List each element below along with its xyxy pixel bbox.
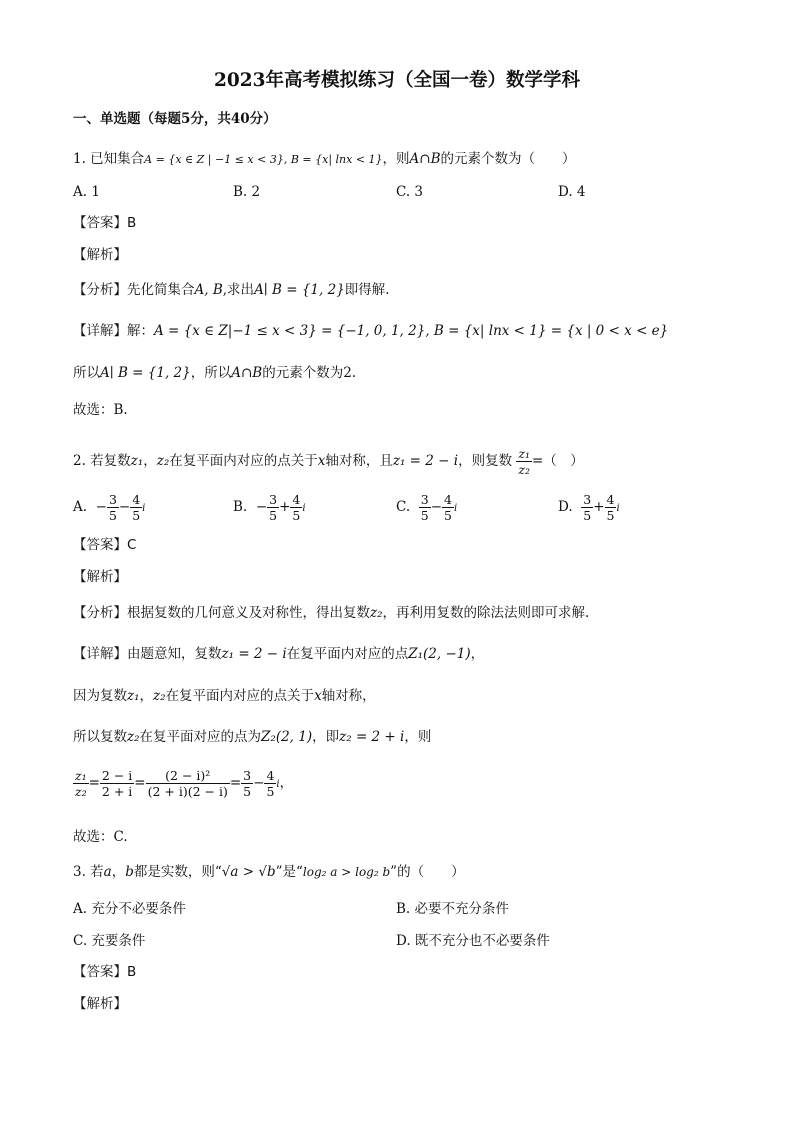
page-title: 2023年高考模拟练习（全国一卷）数学学科 <box>214 70 580 91</box>
q3-option-a: A. 充分不必要条件 <box>73 901 186 917</box>
q1-choose: 故选：B. <box>73 402 128 418</box>
q1-detail: 【详解】解：A = {x ∈ Z|−1 ≤ x < 3} = {−1, 0, 1, 2}, B = {x| lnx < 1} = {x | 0 < x < e} <box>73 323 669 339</box>
q2-analysis: 【分析】根据复数的几何意义及对称性，得出复数z₂，再利用复数的除法法则即可求解. <box>73 605 590 621</box>
q3-jiexi-tag: 【解析】 <box>73 996 127 1012</box>
q2-option-a: A. − $\frac{3}{5}$ − $\frac{4}{5}$ i <box>73 492 146 523</box>
q2-detail-line2: 因为复数z₁，z₂在复平面内对应的点关于x轴对称， <box>73 688 376 704</box>
q3-option-b: B. 必要不充分条件 <box>396 901 510 917</box>
q2-option-c: C. $\frac{3}{5}$ − $\frac{4}{5}$ i <box>396 492 458 523</box>
q2-detail: 【详解】由题意知，复数z₁ = 2 − i在复平面内对应的点Z₁(2, −1)， <box>73 646 485 662</box>
q1-detail-line2: 所以A∣ B = {1, 2}，所以A∩B的元素个数为2. <box>73 365 357 381</box>
q2-option-d: D. $\frac{3}{5}$ + $\frac{4}{5}$ i <box>558 492 620 523</box>
q2-answer: 【答案】C <box>73 537 137 553</box>
q1-analysis: 【分析】先化简集合A, B,求出A∣ B = {1, 2}即得解. <box>73 282 390 298</box>
q3-answer: 【答案】B <box>73 964 137 980</box>
q2-option-b: B. − $\frac{3}{5}$ + $\frac{4}{5}$ i <box>233 492 306 523</box>
q2-detail-line3: 所以复数z₂在复平面对应的点为Z₂(2, 1)，即z₂ = 2 + i，则 <box>73 729 432 745</box>
q3-option-d: D. 既不充分也不必要条件 <box>396 933 550 949</box>
q3-option-c: C. 充要条件 <box>73 933 146 949</box>
q3-stem: 3. 若a，b都是实数，则“√a > √b”是“log₂ a > log₂ b”的（ ） <box>73 864 465 880</box>
q1-answer: 【答案】B <box>73 215 137 231</box>
q1-stem: 1. 已知集合A = {x ∈ Z | −1 ≤ x < 3}, B = {x| lnx < 1}，则A∩B的元素个数为（ ） <box>73 151 576 167</box>
q2-stem: 2. 若复数z₁，z₂在复平面内对应的点关于x轴对称，且z₁ = 2 − i，则复数 $\frac{\text{z₁}}{\text{z₂}}$ =（ ） <box>73 446 584 477</box>
q1-option-d: D. 4 <box>558 184 586 200</box>
q2-choose: 故选：C. <box>73 829 128 845</box>
q1-option-b: B. 2 <box>233 184 261 200</box>
q2-fraction: $\frac{\text{z₁}}{\text{z₂}}$ <box>518 446 530 477</box>
q1-option-a: A. 1 <box>73 184 100 200</box>
q1-option-c: C. 3 <box>396 184 424 200</box>
q2-jiexi-tag: 【解析】 <box>73 569 127 585</box>
q1-jiexi-tag: 【解析】 <box>73 247 127 263</box>
section-heading: 一、单选题（每题5分，共40分） <box>73 111 277 127</box>
q2-calculation: $\frac{\text{z₁}}{\text{z₂}}$ = $\frac{2 - i}{2 + i}$ = $\frac{\text{(2 − i)²}}{(2 + i)(2 - i)}$ = $\frac{3}{5}$ − $\frac{4}{5}$ i， <box>75 768 294 799</box>
